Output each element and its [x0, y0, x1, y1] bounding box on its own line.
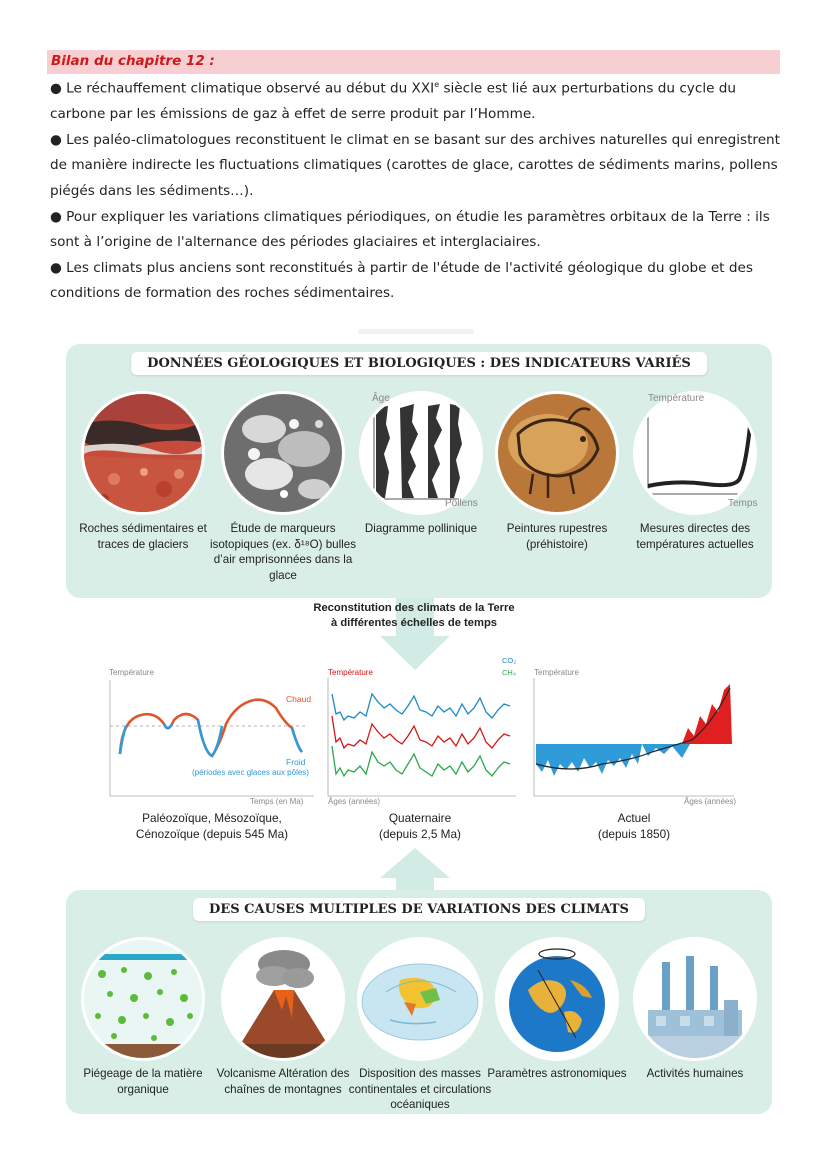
chart1-cold-label: Froid [286, 757, 306, 767]
indicator-label-4: Peintures rupestres (préhistoire) [506, 522, 608, 551]
summary-paragraph-3: ● Pour expliquer les variations climatiques périodiques, on étudie les paramètres orbitaux de la Terre : ils sont à l’origine de l'alternance des périodes glaciaires et interglaciaires. [50, 208, 770, 251]
indicator-label-1: Roches sédimentaires et traces de glaciers [79, 522, 207, 551]
chart2-xlabel: Âges (années) [328, 797, 381, 806]
quaternary-chart [326, 654, 522, 806]
chart2-ch4-label: CH₄ [502, 668, 516, 677]
time-axis-label: Temps [728, 498, 758, 509]
cause-label-2: Volcanisme Altération des chaînes de montagnes [216, 1067, 350, 1096]
chart3-xlabel: Âges (années) [684, 797, 737, 806]
factory-image [636, 940, 754, 1058]
chapter-summary-text [50, 72, 780, 307]
summary-paragraph-1: ● Le réchauffement climatique observé au début du XXIe siècle est lié aux perturbations du cycle du carbone par les émissions de gaz à effet de serre produit par l’Homme. [50, 80, 737, 123]
volcano-image [224, 940, 342, 1058]
chart1-hot-label: Chaud [286, 694, 312, 704]
chart3-ylabel: Température [534, 668, 579, 677]
temperature-axis-label: Température [648, 393, 705, 404]
up-arrow-icon [380, 848, 450, 894]
summary-paragraph-2: ● Les paléo-climatologues reconstituent le climat en se basant sur des archives naturelles qui enregistrent de manière indirecte les fluctuations climatiques (carottes de glace, carottes de sédiments marins, pollens piégés dans les sédiments…). [50, 131, 781, 199]
indicator-label-5: Mesures directes des températures actuelles [636, 522, 754, 551]
summary-paragraph-4: ● Les climats plus anciens sont reconstitués à partir de l'étude de l'activité géologique du globe et des conditions de formation des roches sédimentaires. [50, 259, 753, 302]
chapter-summary-title: Bilan du chapitre 12 : [47, 50, 780, 74]
chart1-cold-note: (périodes avec glaces aux pôles) [192, 768, 309, 777]
continents-map-image [360, 940, 480, 1058]
sedimentary-rock-image [84, 394, 202, 512]
causes-panel-title: DES CAUSES MULTIPLES DE VARIATIONS DES CLIMATS [193, 898, 645, 921]
period-label-1: Paléozoïque, Mésozoïque, Cénozoïque (depuis 545 Ma) [135, 811, 289, 841]
indicators-panel-title: DONNÉES GÉOLOGIQUES ET BIOLOGIQUES : DES INDICATEURS VARIÉS [131, 352, 707, 375]
reconstruction-caption: Reconstitution des climats de la Terre à différentes échelles de temps [313, 602, 515, 629]
chart2-ylabel: Température [328, 668, 373, 677]
current-temperature-chart [532, 664, 738, 806]
pollen-age-axis-label: Âge [372, 393, 390, 404]
period-label-2: Quaternaire (depuis 2,5 Ma) [379, 811, 461, 841]
chart1-xlabel: Temps (en Ma) [250, 797, 304, 806]
period-label-3: Actuel (depuis 1850) [597, 811, 671, 841]
cause-label-4: Paramètres astronomiques [487, 1067, 627, 1080]
cause-label-3: Disposition des masses continentales et circulations océaniques [348, 1067, 492, 1112]
indicator-label-2: Étude de marqueurs isotopiques (ex. δ¹⁸O) bulles d’air emprisonnées dans la glace [209, 522, 357, 582]
earth-globe-image [498, 940, 616, 1058]
cause-label-1: Piégeage de la matière organique [83, 1067, 203, 1096]
indicator-label-3: Diagramme pollinique [364, 522, 478, 535]
pollen-axis-label: Pollens [445, 498, 478, 509]
divider [358, 329, 474, 334]
chart1-ylabel: Température [109, 668, 154, 677]
chart2-co2-label: CO₂ [502, 656, 517, 665]
cause-label-5: Activités humaines [646, 1067, 744, 1080]
cave-painting-image [498, 394, 616, 512]
paleo-temperature-chart [108, 664, 316, 806]
ice-bubbles-image [224, 394, 342, 512]
organic-matter-image [84, 940, 202, 1058]
